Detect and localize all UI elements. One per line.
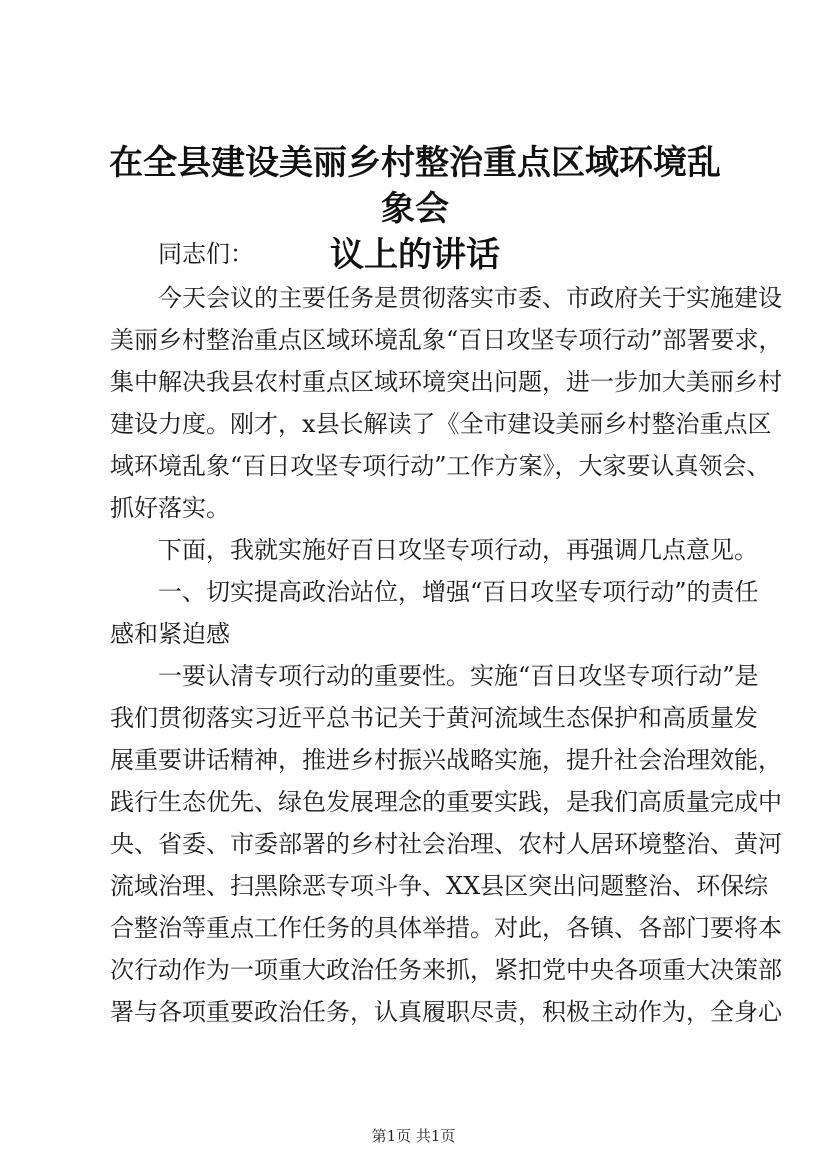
body-line: 次行动作为一项重大政治任务来抓，紧扣党中央各项重大决策部 [110, 956, 782, 984]
section-heading-line: 一、切实提高政治站位，增强“百日攻坚专项行动”的责任 [110, 578, 759, 606]
body-line: 我们贯彻落实习近平总书记关于黄河流域生态保护和高质量发 [110, 704, 758, 732]
body-line: 合整治等重点工作任务的具体举措。对此，各镇、各部门要将本 [110, 914, 782, 942]
body-line: 抓好落实。 [110, 494, 230, 522]
title-line-2: 议上的讲话 [330, 235, 500, 275]
salutation: 同志们： [110, 240, 254, 268]
section-heading-line: 感和紧迫感 [110, 620, 230, 648]
body-line: 域环境乱象“百日攻坚专项行动”工作方案》，大家要认真领会、 [110, 452, 771, 480]
body-line: 集中解决我县农村重点区域环境突出问题，进一步加大美丽乡村 [110, 368, 782, 396]
body-line: 署与各项重要政治任务，认真履职尽责，积极主动作为，全身心 [110, 998, 782, 1026]
page-footer: 第1页 共1页 [371, 1127, 456, 1145]
body-line: 美丽乡村整治重点区域环境乱象“百日攻坚专项行动”部署要求， [110, 326, 783, 354]
body-line: 今天会议的主要任务是贯彻落实市委、市政府关于实施建设 [110, 284, 782, 312]
body-line: 建设力度。刚才，x县长解读了《全市建设美丽乡村整治重点区 [110, 410, 772, 438]
body-line: 央、省委、市委部署的乡村社会治理、农村人居环境整治、黄河 [110, 830, 782, 858]
title-line-1: 在全县建设美丽乡村整治重点区域环境乱象会 [109, 143, 721, 229]
body-line: 践行生态优先、绿色发展理念的重要实践，是我们高质量完成中 [110, 788, 782, 816]
body-line: 一要认清专项行动的重要性。实施“百日攻坚专项行动”是 [110, 662, 759, 690]
body-line: 流域治理、扫黑除恶专项斗争、XX县区突出问题整治、环保综 [110, 872, 769, 900]
body-line: 下面，我就实施好百日攻坚专项行动，再强调几点意见。 [110, 536, 758, 564]
body-line: 展重要讲话精神，推进乡村振兴战略实施，提升社会治理效能， [110, 746, 782, 774]
